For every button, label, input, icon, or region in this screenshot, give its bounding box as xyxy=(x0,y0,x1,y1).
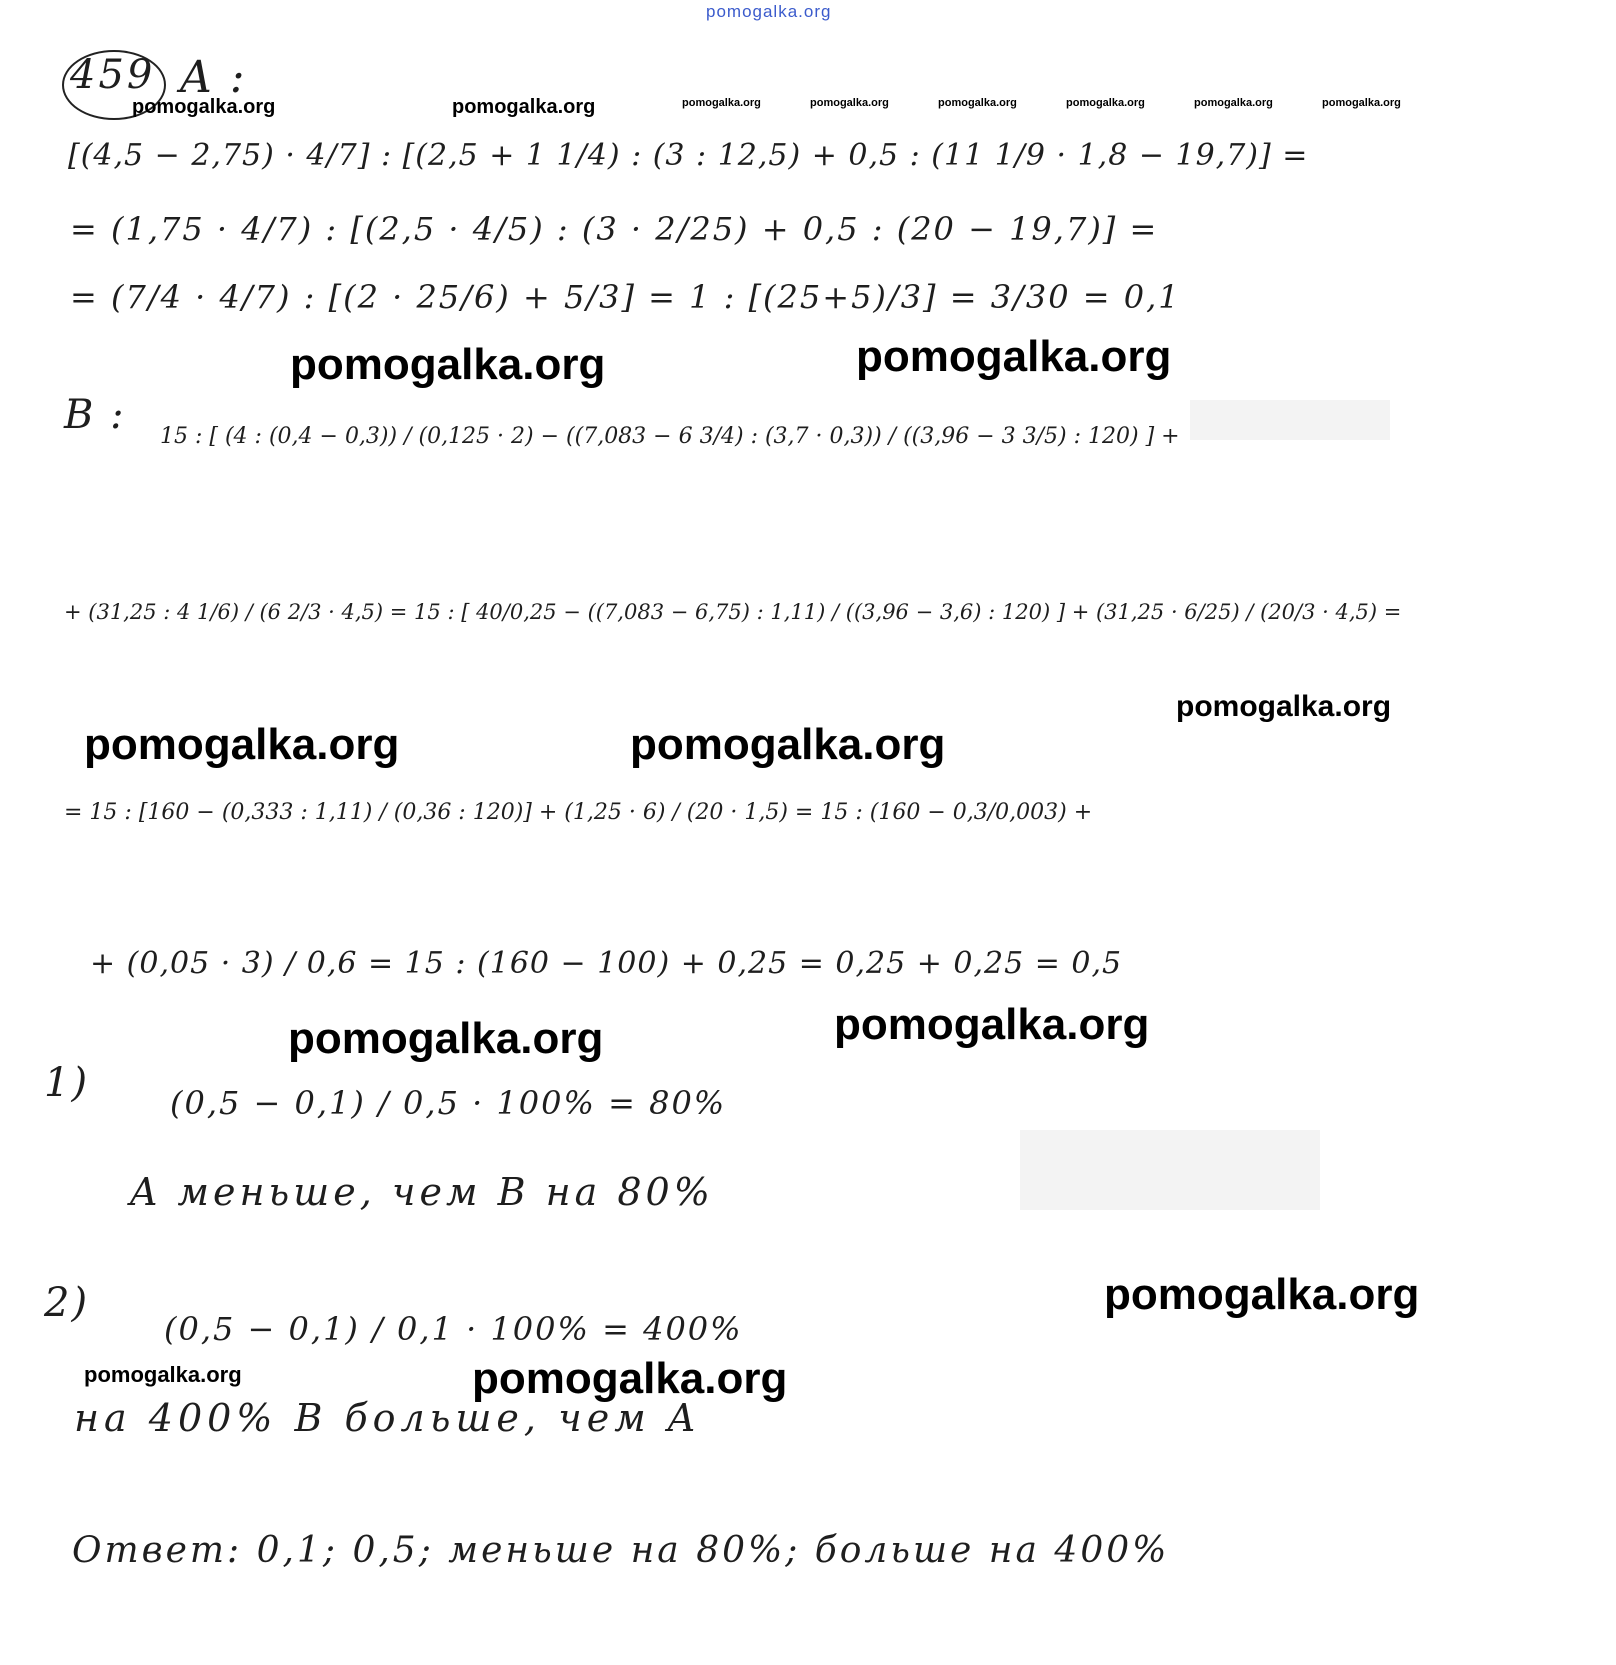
part-b-line-3: = 15 : [160 − (0,333 : 1,11) / (0,36 : 120)] + (1,25 · 6) / (20 · 1,5) = 15 : (160 − 0,3/0,003) + xyxy=(64,800,1093,825)
watermark-large: pomogalka.org xyxy=(84,720,400,769)
watermark-tiny: pomogalka.org xyxy=(682,97,761,109)
watermark-tiny: pomogalka.org xyxy=(1194,97,1273,109)
step-1-conclusion: A меньше, чем B на 80% xyxy=(130,1170,714,1214)
scan-artifact xyxy=(1190,400,1390,440)
step-2-conclusion: на 400% B больше, чем A xyxy=(74,1396,701,1440)
scan-artifact xyxy=(1020,1130,1320,1210)
part-a-label: A : xyxy=(180,52,247,103)
watermark-small: pomogalka.org xyxy=(452,96,596,118)
watermark-large: pomogalka.org xyxy=(288,1014,604,1063)
part-b-line-1: 15 : [ (4 : (0,4 − 0,3)) / (0,125 · 2) − ((7,083 − 6 3/4) : (3,7 · 0,3)) / ((3,96 − 3 3/5) : 120) ] + xyxy=(160,424,1180,449)
part-b-line-2: + (31,25 : 4 1/6) / (6 2/3 · 4,5) = 15 : [ 40/0,25 − ((7,083 − 6,75) : 1,11) / ((3,96 − 3,6) : 120) ] + (31,25 · 6/25) / (20/3 · 4,5) = xyxy=(64,600,1402,624)
watermark-large: pomogalka.org xyxy=(472,1354,788,1403)
watermark-large: pomogalka.org xyxy=(834,1000,1150,1049)
watermark-large: pomogalka.org xyxy=(1104,1270,1420,1319)
watermark-tiny: pomogalka.org xyxy=(810,97,889,109)
part-b-line-4: + (0,05 · 3) / 0,6 = 15 : (160 − 100) + 0,25 = 0,25 + 0,25 = 0,5 xyxy=(90,946,1123,981)
watermark-large: pomogalka.org xyxy=(856,332,1172,381)
watermark-tiny: pomogalka.org xyxy=(938,97,1017,109)
step-1-label: 1) xyxy=(44,1060,90,1106)
step-2-expression: (0,5 − 0,1) / 0,1 · 100% = 400% xyxy=(164,1310,743,1348)
part-a-line-1: [(4,5 − 2,75) · 4/7] : [(2,5 + 1 1/4) : (3 : 12,5) + 0,5 : (11 1/9 · 1,8 − 19,7)] = xyxy=(68,138,1309,173)
watermark-top: pomogalka.org xyxy=(706,2,832,21)
watermark-small: pomogalka.org xyxy=(132,96,276,118)
step-2-label: 2) xyxy=(44,1280,90,1326)
watermark-bottom-left: pomogalka.org xyxy=(84,1362,242,1387)
watermark-large: pomogalka.org xyxy=(290,340,606,389)
problem-number: 459 xyxy=(70,52,156,98)
watermark-tiny: pomogalka.org xyxy=(1322,97,1401,109)
watermark-mid-right: pomogalka.org xyxy=(1176,690,1392,723)
part-a-line-2: = (1,75 · 4/7) : [(2,5 · 4/5) : (3 · 2/25) + 0,5 : (20 − 19,7)] = xyxy=(70,210,1159,248)
part-b-label: B : xyxy=(64,392,126,438)
watermark-large: pomogalka.org xyxy=(630,720,946,769)
step-1-expression: (0,5 − 0,1) / 0,5 · 100% = 80% xyxy=(170,1084,727,1122)
watermark-tiny: pomogalka.org xyxy=(1066,97,1145,109)
final-answer: Ответ: 0,1; 0,5; меньше на 80%; больше на 400% xyxy=(72,1530,1170,1571)
part-a-line-3: = (7/4 · 4/7) : [(2 · 25/6) + 5/3] = 1 : [(25+5)/3] = 3/30 = 0,1 xyxy=(70,278,1181,316)
